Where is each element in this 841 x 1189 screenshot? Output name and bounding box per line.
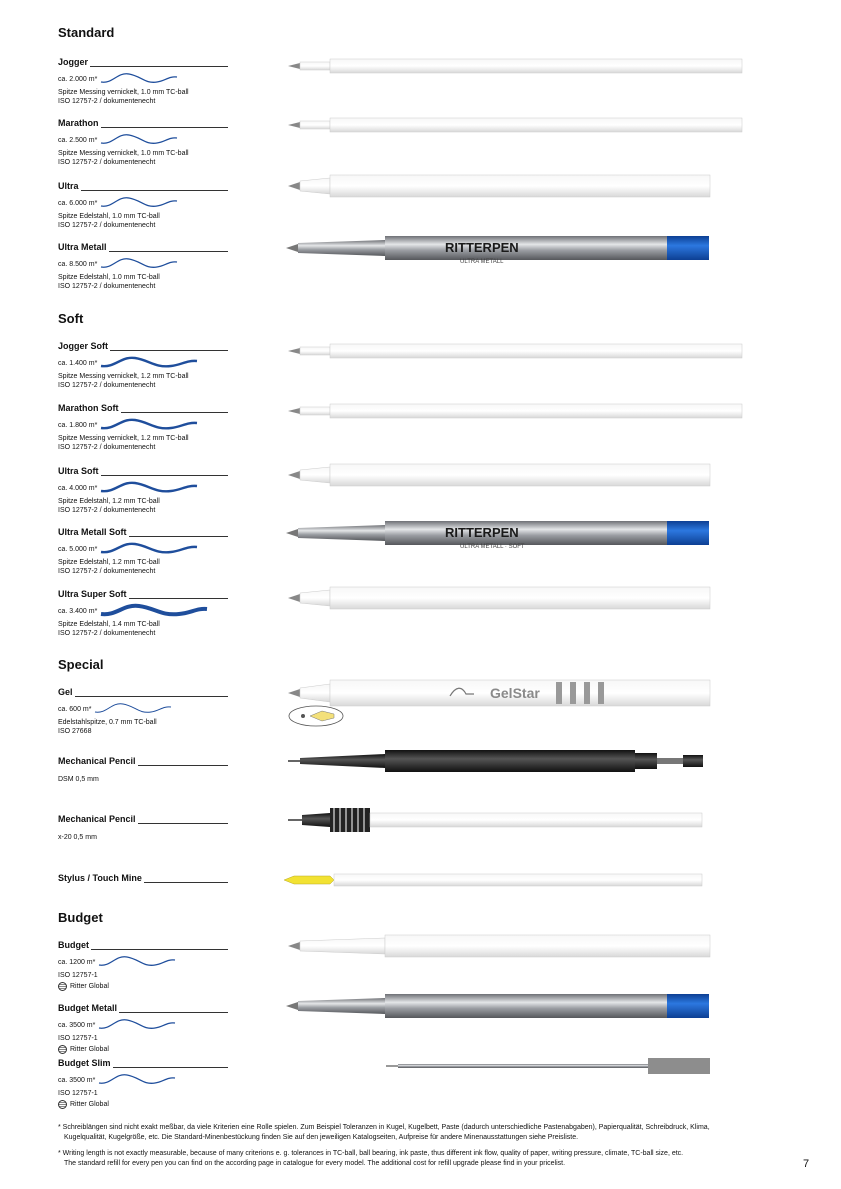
spec-line: DSM 0,5 mm <box>58 776 99 783</box>
footnote-line: Kugelqualität, Kugelgröße, etc. Die Standard-Minenbestückung finden Sie auf den jeweiligen Katalogseiten, Aufpreise für andere Minenausstattungen siehe Preisliste. <box>64 1134 579 1141</box>
imprint-ultra-metall: ULTRA METALL <box>460 259 504 265</box>
writing-length: ca. 3.400 m* <box>58 607 98 615</box>
section-special: Special <box>58 657 104 672</box>
footnote-line: The standard refill for every pen you can find on the according page in catalogue for every model. The additional cost for refill upgrade please find in your pricelist. <box>64 1160 566 1167</box>
writing-length: ca. 1.800 m* <box>58 421 98 429</box>
spec-line: ISO 12757-2 / dokumentenecht <box>58 283 156 290</box>
entry-name: Budget <box>58 940 89 950</box>
spec-line: ISO 12757-2 / dokumentenecht <box>58 222 156 229</box>
refill-ultra <box>288 175 710 197</box>
refill-budget <box>288 935 710 957</box>
spec-line: x-20 0,5 mm <box>58 834 97 841</box>
entry-name: Jogger Soft <box>58 341 109 351</box>
entry-name: Ultra Metall <box>58 242 107 252</box>
page-number: 7 <box>803 1158 810 1170</box>
spec-line: ISO 12757-2 / dokumentenecht <box>58 444 156 451</box>
spec-line: ISO 12757-1 <box>58 1090 98 1097</box>
refill-marathon <box>288 118 742 132</box>
imprint-ritterpen: RITTERPEN <box>445 525 519 540</box>
spec-line: Spitze Messing vernickelt, 1.0 mm TC-ball <box>58 89 189 96</box>
footnote-english <box>58 1149 798 1169</box>
spec-line: Spitze Messing vernickelt, 1.2 mm TC-ball <box>58 373 189 380</box>
spec-line: Spitze Edelstahl, 1.0 mm TC-ball <box>58 213 160 220</box>
imprint-ultra-metall-soft: ULTRA METALL · SOFT <box>460 544 525 550</box>
refill-ultra-super-soft <box>288 587 710 609</box>
spec-line: ISO 12757-2 / dokumentenecht <box>58 568 156 575</box>
spec-line: ISO 12757-1 <box>58 1035 98 1042</box>
writing-length: ca. 3500 m* <box>58 1021 96 1029</box>
writing-length: ca. 8.500 m* <box>58 260 98 268</box>
footnote-line: * Writing length is not exactly measurable, because of many criterions e. g. tolerances in TC-ball, ball bearing, ink paste, thus different ink flow, quality of paper, writing pressure, climate, TC-ball size, etc. <box>58 1150 684 1157</box>
writing-length: ca. 1.400 m* <box>58 359 98 367</box>
imprint-gelstar: GelStar <box>490 685 540 701</box>
footnote-line: * Schreiblängen sind nicht exakt meßbar, da viele Kriterien eine Rolle spielen. Zum Beispiel Toleranzen in Kugel, Kugelbett, Paste (dadurch unterschiedliche Pastenabgaben), Papierqualität, Schreibdruck, Klima, <box>58 1124 710 1131</box>
refill-marathon-soft <box>288 404 742 418</box>
section-budget: Budget <box>58 910 103 925</box>
spec-line: ISO 12757-2 / dokumentenecht <box>58 159 156 166</box>
refill-jogger-soft <box>288 344 742 358</box>
brand-label: Ritter Global <box>70 1046 109 1053</box>
imprint-ritterpen: RITTERPEN <box>445 240 519 255</box>
spec-line: Spitze Edelstahl, 1.2 mm TC-ball <box>58 498 160 505</box>
entry-name: Ultra Metall Soft <box>58 527 127 537</box>
entry-name: Mechanical Pencil <box>58 814 136 824</box>
spec-line: ISO 12757-2 / dokumentenecht <box>58 98 156 105</box>
entry-name: Ultra <box>58 181 79 191</box>
section-soft: Soft <box>58 311 84 326</box>
spec-line: ISO 12757-2 / dokumentenecht <box>58 507 156 514</box>
refill-ultra-metall-soft <box>286 521 709 550</box>
writing-length: ca. 3500 m* <box>58 1076 96 1084</box>
entry-name: Mechanical Pencil <box>58 756 136 766</box>
refill-stylus <box>284 874 702 886</box>
footnote-german <box>58 1123 798 1143</box>
spec-line: Spitze Edelstahl, 1.0 mm TC-ball <box>58 274 160 281</box>
brand-label: Ritter Global <box>70 1101 109 1108</box>
refill-mechanical-pencil-x20 <box>288 808 702 832</box>
writing-length: ca. 600 m* <box>58 705 92 713</box>
refill-gel <box>288 680 710 726</box>
writing-length: ca. 4.000 m* <box>58 484 98 492</box>
writing-length: ca. 1200 m* <box>58 958 96 966</box>
entry-name: Marathon Soft <box>58 403 119 413</box>
entry-name: Budget Slim <box>58 1058 111 1068</box>
writing-length: ca. 2.500 m* <box>58 136 98 144</box>
spec-line: ISO 12757-2 / dokumentenecht <box>58 382 156 389</box>
writing-length: ca. 2.000 m* <box>58 75 98 83</box>
refill-budget-metall <box>286 994 709 1018</box>
entry-name: Ultra Super Soft <box>58 589 127 599</box>
spec-line: ISO 12757-1 <box>58 972 98 979</box>
refill-mechanical-pencil-dsm <box>288 750 703 772</box>
spec-line: Spitze Messing vernickelt, 1.2 mm TC-ball <box>58 435 189 442</box>
writing-length: ca. 6.000 m* <box>58 199 98 207</box>
refill-ultra-soft <box>288 464 710 486</box>
entry-name: Stylus / Touch Mine <box>58 873 142 883</box>
refill-budget-slim <box>386 1058 710 1074</box>
refill-ultra-metall <box>286 236 709 265</box>
entry-name: Marathon <box>58 118 99 128</box>
section-standard: Standard <box>58 25 115 40</box>
spec-line: Spitze Messing vernickelt, 1.0 mm TC-ball <box>58 150 189 157</box>
spec-line: Edelstahlspitze, 0.7 mm TC-ball <box>58 719 157 726</box>
entry-name: Ultra Soft <box>58 466 99 476</box>
refill-jogger <box>288 59 742 73</box>
spec-line: ISO 12757-2 / dokumentenecht <box>58 630 156 637</box>
entry-name: Jogger <box>58 57 89 67</box>
spec-line: Spitze Edelstahl, 1.2 mm TC-ball <box>58 559 160 566</box>
spec-line: Spitze Edelstahl, 1.4 mm TC-ball <box>58 621 160 628</box>
spec-line: ISO 27668 <box>58 728 92 735</box>
brand-label: Ritter Global <box>70 983 109 990</box>
entry-name: Gel <box>58 687 73 697</box>
entry-name: Budget Metall <box>58 1003 118 1013</box>
writing-length: ca. 5.000 m* <box>58 545 98 553</box>
